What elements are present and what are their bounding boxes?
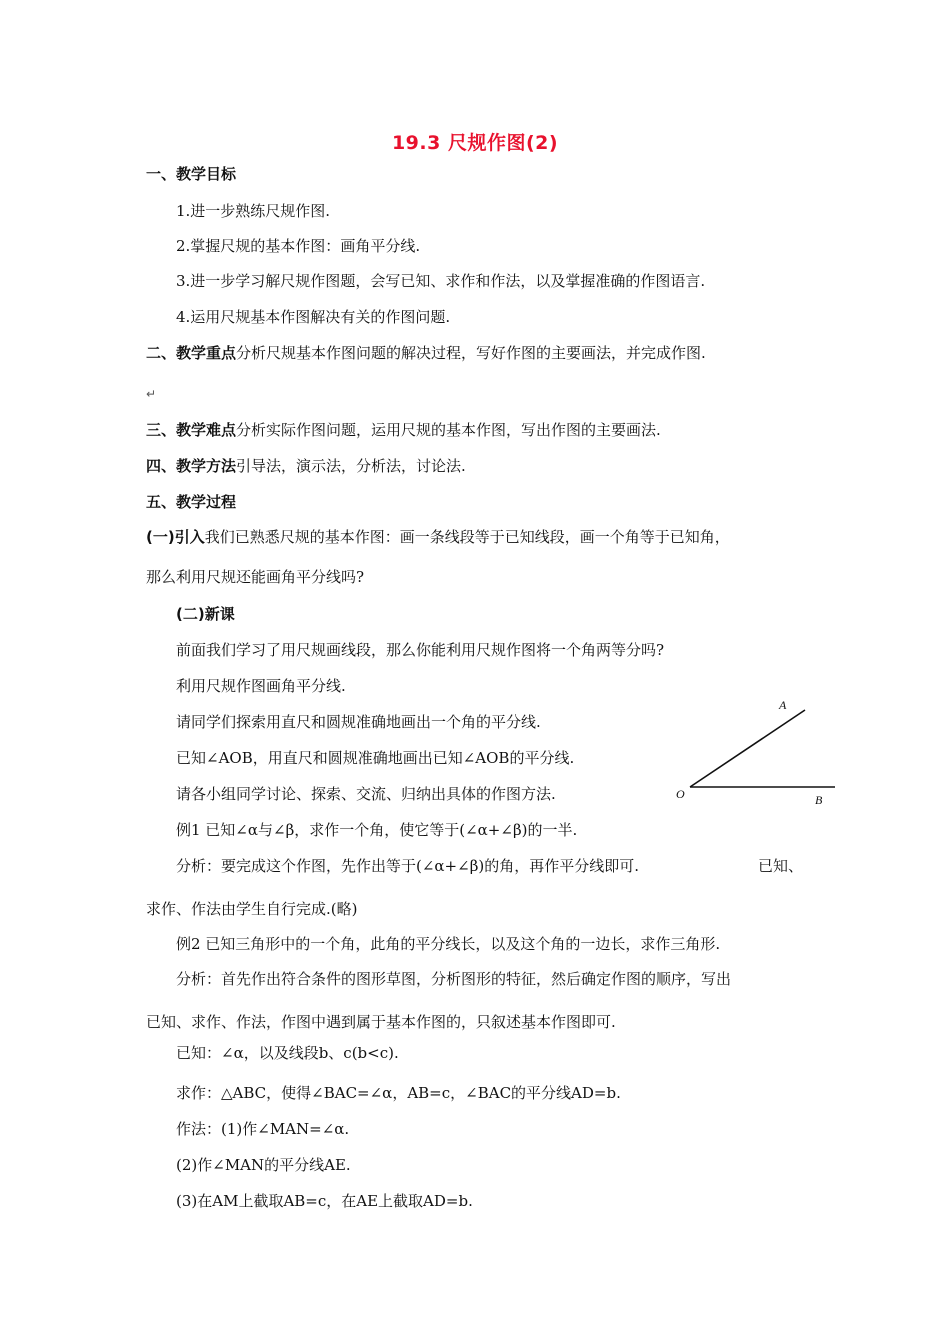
label-b: B <box>815 793 823 807</box>
section-heading-key: 二、教学重点 <box>146 344 237 362</box>
section-heading-process: 五、教学过程 <box>146 493 237 511</box>
analysis-1: 分析：要完成这个作图，先作出等于(∠α+∠β)的角，再作平分线即可. <box>176 857 639 875</box>
example-1: 例1 已知∠α与∠β，求作一个角，使它等于(∠α+∠β)的一半. <box>176 821 578 839</box>
intro-text-cont: 那么利用尺规还能画角平分线吗? <box>146 568 365 586</box>
analysis-2-cont: 已知、求作、作法，作图中遇到属于基本作图的，只叙述基本作图即可. <box>146 1013 616 1031</box>
body-paragraph: 利用尺规作图画角平分线. <box>176 677 346 695</box>
intro-heading: (一)引入 <box>146 528 205 546</box>
method-step-1: 作法：(1)作∠MAN=∠α. <box>176 1120 350 1138</box>
given-line: 已知：∠α，以及线段b、c(b<c). <box>176 1044 399 1062</box>
method-step-2: (2)作∠MAN的平分线AE. <box>176 1156 351 1174</box>
body-paragraph: 已知∠AOB，用直尺和圆规准确地画出已知∠AOB的平分线. <box>176 749 575 767</box>
key-points-row <box>146 343 706 363</box>
key-points-text: 分析尺规基本作图问题的解决过程，写好作图的主要画法，并完成作图. <box>236 344 706 362</box>
method-text: 引导法，演示法，分析法，讨论法. <box>236 457 466 475</box>
ray-oa <box>690 710 805 787</box>
construct-line: 求作：△ABC，使得∠BAC=∠α，AB=c，∠BAC的平分线AD=b. <box>176 1084 621 1102</box>
difficulty-row <box>146 420 661 440</box>
goal-item: 3.进一步学习解尺规作图题，会写已知、求作和作法，以及掌握准确的作图语言. <box>176 272 706 290</box>
section-heading-goals: 一、教学目标 <box>146 165 237 183</box>
example-2: 例2 已知三角形中的一个角，此角的平分线长，以及这个角的一边长，求作三角形. <box>176 935 721 953</box>
body-paragraph: 前面我们学习了用尺规画线段，那么你能利用尺规作图将一个角两等分吗? <box>176 641 665 659</box>
difficulty-text: 分析实际作图问题，运用尺规的基本作图，写出作图的主要画法. <box>236 421 661 439</box>
method-step-3: (3)在AM上截取AB=c，在AE上截取AD=b. <box>176 1192 473 1210</box>
intro-text: 我们已熟悉尺规的基本作图：画一条线段等于已知线段，画一个角等于已知角， <box>204 528 730 546</box>
body-paragraph: 请各小组同学讨论、探索、交流、归纳出具体的作图方法. <box>176 785 556 803</box>
analysis-2: 分析：首先作出符合条件的图形草图，分析图形的特征，然后确定作图的顺序，写出 <box>176 970 732 988</box>
goal-item: 2.掌握尺规的基本作图：画角平分线. <box>176 237 421 255</box>
paragraph-mark-icon: ↵ <box>146 387 157 401</box>
goal-item: 1.进一步熟练尺规作图. <box>176 202 331 220</box>
analysis-1-cont: 求作、作法由学生自行完成.(略) <box>146 900 358 918</box>
page-title: 19.3 尺规作图(2) <box>391 132 559 154</box>
section-heading-difficulty: 三、教学难点 <box>146 421 237 439</box>
label-o: O <box>676 787 685 801</box>
angle-aob-diagram <box>660 690 850 815</box>
label-a: A <box>779 698 787 712</box>
goal-item: 4.运用尺规基本作图解决有关的作图问题. <box>176 308 451 326</box>
section-heading-method: 四、教学方法 <box>146 457 237 475</box>
body-paragraph: 请同学们探索用直尺和圆规准确地画出一个角的平分线. <box>176 713 541 731</box>
method-row <box>146 456 466 476</box>
intro-row <box>146 527 730 547</box>
analysis-1-tail: 已知、 <box>758 857 804 875</box>
new-lesson-heading: (二)新课 <box>176 605 235 623</box>
